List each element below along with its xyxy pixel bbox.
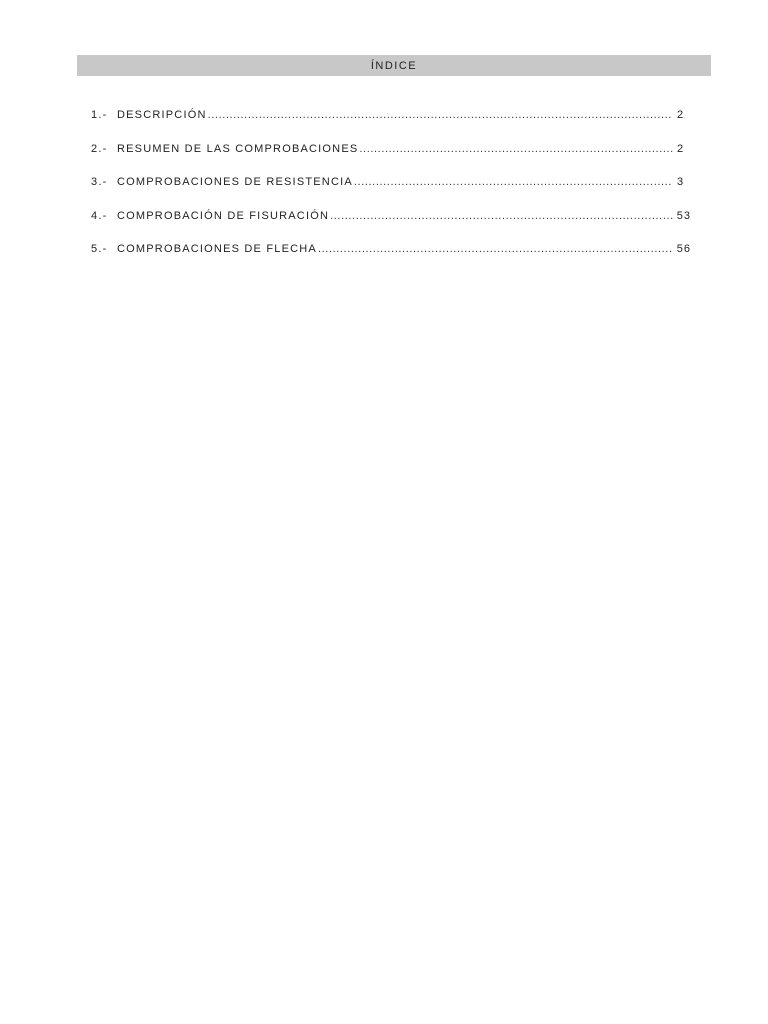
toc-entry-page: 53 [676,209,691,222]
toc-entry[interactable] [91,109,691,143]
toc-dot-leader [318,243,673,255]
toc-entry-page: 2 [677,142,685,155]
toc-entry-number: 4.- [91,209,108,222]
toc-dot-leader [208,109,673,121]
toc-dot-leader [354,176,673,188]
toc-entry-title: DESCRIPCIÓN [117,109,207,121]
toc-entry-title: COMPROBACIÓN DE FISURACIÓN [117,209,330,222]
toc-entry-title: COMPROBACIONES DE FLECHA [117,243,317,255]
toc-entry-number: 5.- [91,243,108,255]
toc-entry-page: 56 [676,243,691,255]
toc-entry[interactable] [91,176,691,210]
toc-entry[interactable] [91,210,691,244]
index-header-bar [77,55,711,76]
toc-entry-number: 2.- [91,142,108,155]
toc-entry[interactable] [91,143,691,177]
toc-entry-title: RESUMEN DE LAS COMPROBACIONES [117,142,359,155]
toc-entry-page: 2 [677,109,685,121]
table-of-contents [91,109,691,277]
toc-entry-number: 3.- [91,176,108,188]
toc-dot-leader [359,143,673,155]
index-title: ÍNDICE [370,59,418,72]
toc-entry-page: 3 [677,176,685,188]
toc-entry-title: COMPROBACIONES DE RESISTENCIA [117,176,353,188]
toc-dot-leader [330,210,673,222]
toc-entry-number: 1.- [91,109,108,121]
toc-entry[interactable] [91,243,691,277]
